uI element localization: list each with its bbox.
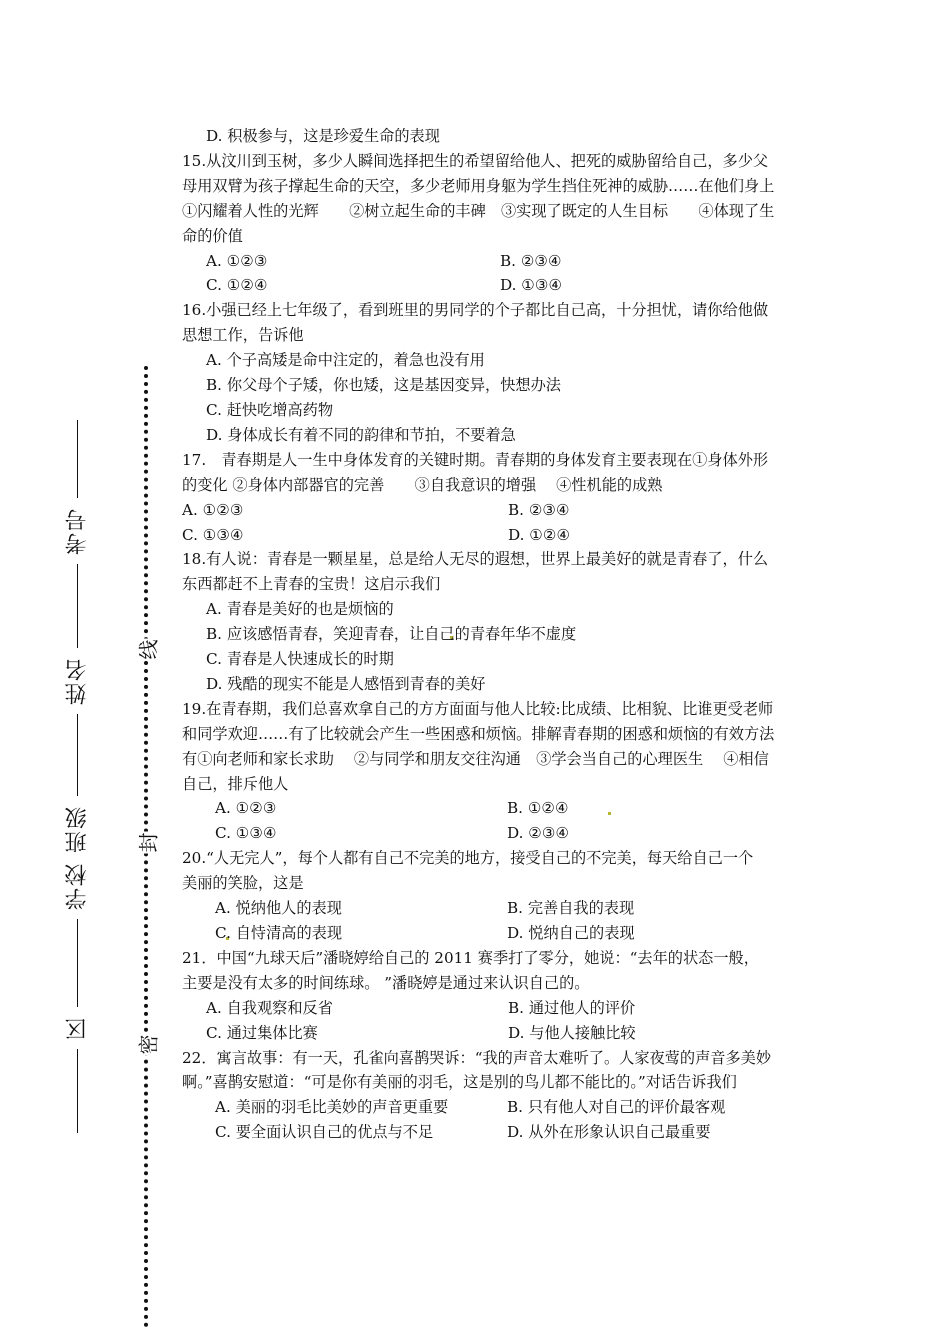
q19-options-row-2 — [182, 821, 838, 846]
q18-option-c[interactable]: C. 青春是人快速成长的时期 — [206, 650, 394, 669]
q20-option-c[interactable]: C. 自恃清高的表现 — [215, 924, 343, 942]
q21-option-d[interactable]: D. 与他人接触比较 — [508, 1023, 636, 1042]
q16-stem-2: 思想工作，告诉他 — [182, 326, 304, 345]
q22-option-a[interactable]: A. 美丽的羽毛比美妙的声音更重要 — [215, 1098, 449, 1117]
q19-stem-1: 19.在青春期，我们总喜欢拿自己的方方面面与他人比较:比成绩、比相貌、比谁更受老师 — [182, 699, 774, 718]
q18-option-a[interactable]: A. 青春是美好的也是烦恼的 — [206, 600, 394, 619]
q18-option-d[interactable]: D. 残酷的现实不能是人感悟到青春的美好 — [206, 674, 486, 693]
q20-option-b[interactable]: B. 完善自我的表现 — [507, 899, 635, 918]
q19-options-row-1 — [182, 796, 838, 821]
q15-stem-1: 15.从汶川到玉树，多少人瞬间选择把生的希望留给他人、把死的威胁留给自己，多少父 — [182, 151, 769, 170]
q19-stem-2: 和同学欢迎……有了比较就会产生一些困惑和烦恼。排解青春期的困惑和烦恼的有效方法 — [182, 724, 775, 743]
q17-stem-2: 的变化 ②身体内部器官的完善 ③自我意识的增强 ④性机能的成熟 — [182, 475, 663, 494]
q22-options-row-1 — [182, 1095, 838, 1120]
q15-stem-2: 母用双臂为孩子撑起生命的天空，多少老师用身躯为学生挡住死神的威胁……在他们身上 — [182, 176, 775, 195]
district-label: 区 — [65, 1016, 90, 1040]
seal-char-mi: 密 — [133, 1034, 162, 1056]
q17-stem-1: 17. 青春期是人一生中身体发育的关键时期。青春期的身体发育主要表现在①身体外形 — [182, 450, 769, 469]
q20-options-row-1 — [182, 896, 838, 921]
q21-option-b[interactable]: B. 通过他人的评价 — [508, 998, 636, 1017]
q16-option-b[interactable]: B. 你父母个子矮，你也矮，这是基因变异，快想办法 — [206, 376, 561, 395]
q22-stem-1: 22．寓言故事：有一天，孔雀向喜鹊哭诉：“我的声音太难听了。人家夜莺的声音多美妙 — [182, 1048, 772, 1067]
q19-option-a[interactable]: A. ①②③ — [215, 799, 277, 818]
q21-stem-2: 主要是没有太多的时间练球。 ”潘晓婷是通过来认识自己的。 — [182, 973, 590, 992]
question-body — [182, 124, 838, 1145]
q16-stem-1: 16.小强已经上七年级了，看到班里的男同学的个子都比自己高，十分担忧，请你给他做 — [182, 301, 769, 320]
q22-option-c[interactable]: C. 要全面认识自己的优点与不足 — [215, 1123, 434, 1142]
q17-option-c[interactable]: C. ①③④ — [182, 525, 244, 544]
exam-number-label: 考号 — [65, 507, 90, 555]
q16-option-d[interactable]: D. 身体成长有着不同的韵律和节拍，不要着急 — [206, 425, 516, 444]
q17-option-b[interactable]: B. ②③④ — [508, 500, 570, 519]
q22-options-row-2 — [182, 1120, 838, 1145]
q22-option-d[interactable]: D. 从外在形象认识自己最重要 — [507, 1123, 711, 1142]
q20-option-a[interactable]: A. 悦纳他人的表现 — [215, 899, 342, 918]
name-label: 姓名 — [65, 657, 90, 705]
q20-option-d[interactable]: D. 悦纳自己的表现 — [507, 924, 635, 942]
q17-options-row-2 — [182, 523, 838, 548]
q21-options-row-2 — [182, 1021, 838, 1046]
binding-margin — [62, 420, 93, 1133]
q17-options-row-1 — [182, 498, 838, 523]
q19-option-c[interactable]: C. ①③④ — [215, 824, 277, 843]
q15-options-row-1 — [182, 249, 838, 274]
q15-option-a[interactable]: A. ①②③ — [206, 251, 268, 270]
q19-option-d[interactable]: D. ②③④ — [507, 824, 570, 843]
q18-stem-1: 18.有人说：青春是一颗星星，总是给人无尽的遐想，世界上最美好的就是青春了，什么 — [182, 550, 769, 569]
q15-stem-3: ①闪耀着人性的光辉 ②树立起生命的丰碑 ③实现了既定的人生目标 ④体现了生 — [182, 201, 775, 220]
q20-stem-2: 美丽的笑脸，这是 — [182, 874, 304, 893]
seal-char-xian: 线 — [133, 639, 162, 661]
school-class-label: 学校 班级 — [65, 805, 90, 910]
q16-option-a[interactable]: A. 个子高矮是命中注定的，着急也没有用 — [206, 351, 485, 370]
q21-option-c[interactable]: C. 通过集体比赛 — [206, 1023, 318, 1042]
q15-options-row-2 — [182, 273, 838, 298]
q22-option-b[interactable]: B. 只有他人对自己的评价最客观 — [507, 1098, 726, 1117]
q15-stem-4: 命的价值 — [182, 226, 243, 245]
q21-stem-1: 21．中国“九球天后”潘晓婷给自己的 2011 赛季打了零分，她说：“去年的状态一般， — [182, 948, 759, 967]
q20-stem-1: 20.“人无完人”，每个人都有自己不完美的地方，接受自己的不完美，每天给自己一个 — [182, 849, 754, 868]
q15-option-d[interactable]: D. ①③④ — [500, 276, 563, 295]
q19-option-b[interactable]: B. ①②④ — [507, 799, 569, 818]
q18-stem-2: 东西都赶不上青春的宝贵！这启示我们 — [182, 575, 441, 594]
q17-option-d[interactable]: D. ①②④ — [508, 525, 571, 544]
q18-option-b[interactable]: B. 应该感悟青春，笑迎青春，让自己的青春年华不虚度 — [206, 625, 577, 644]
seal-char-feng: 封 — [133, 832, 162, 854]
q19-stem-3: 有①向老师和家长求助 ②与同学和朋友交往沟通 ③学会当自己的心理医生 ④相信 — [182, 749, 769, 768]
q21-option-a[interactable]: A. 自我观察和反省 — [206, 998, 333, 1017]
q16-option-c[interactable]: C. 赶快吃增高药物 — [206, 400, 334, 419]
q15-option-c[interactable]: C. ①②④ — [206, 276, 268, 295]
q19-stem-4: 自己，排斥他人 — [182, 774, 289, 793]
q15-option-b[interactable]: B. ②③④ — [500, 251, 562, 270]
q20-options-row-2 — [182, 921, 838, 946]
q14-option-d: D. 积极参与，这是珍爱生命的表现 — [206, 127, 440, 145]
q21-options-row-1 — [182, 996, 838, 1021]
q17-option-a[interactable]: A. ①②③ — [182, 500, 244, 519]
q22-stem-2: 啊。”喜鹊安慰道：“可是你有美丽的羽毛，这是别的鸟儿都不能比的。”对话告诉我们 — [182, 1073, 737, 1092]
